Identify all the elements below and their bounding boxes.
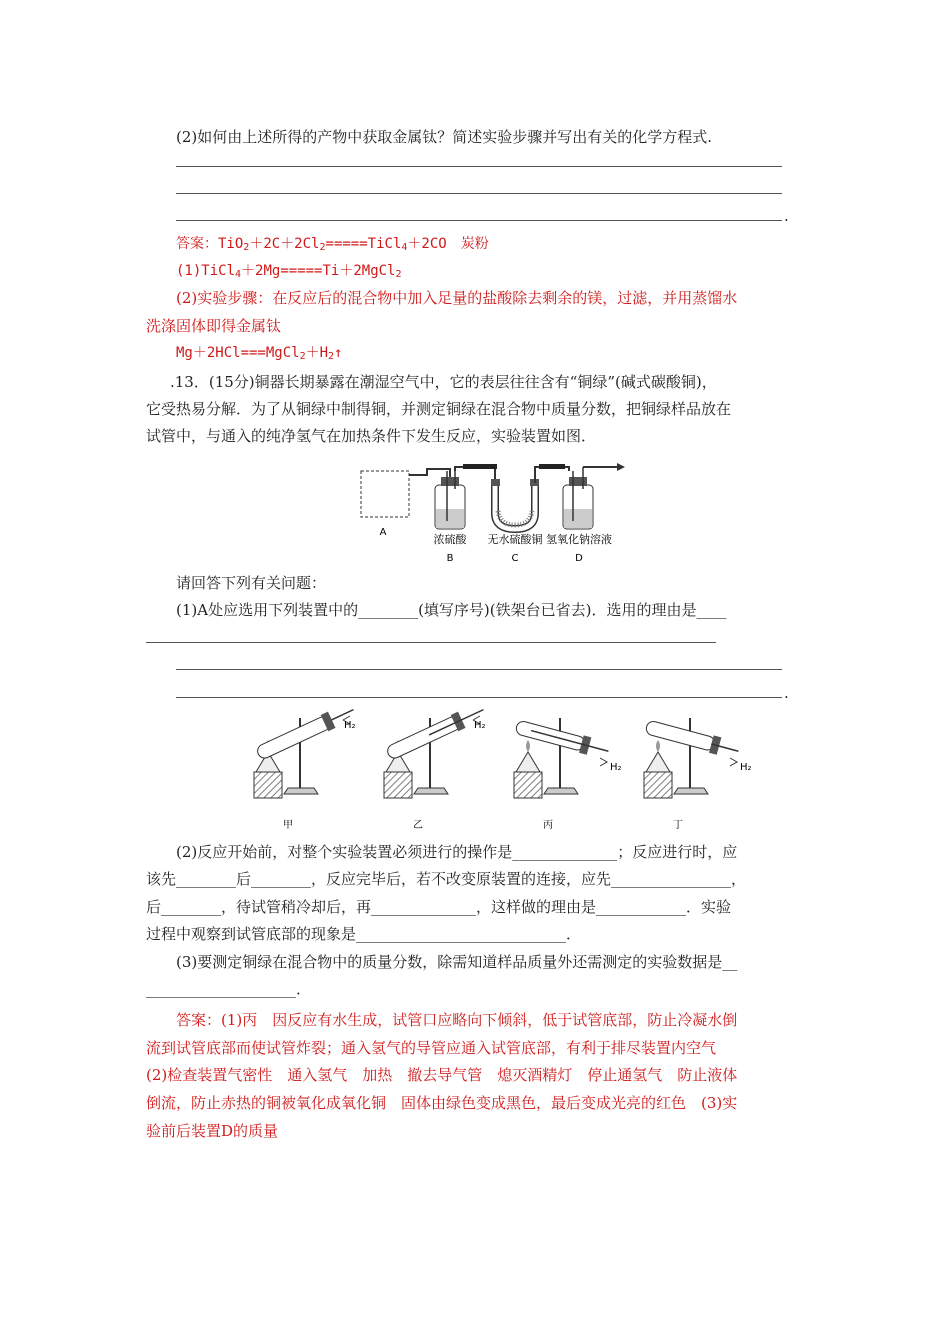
answer-prefix: 答案： xyxy=(176,236,218,252)
gas-tube xyxy=(535,467,569,483)
q13-answer-line5: 验前后装置D的质量 xyxy=(146,1122,279,1140)
answer-blank-line xyxy=(176,193,782,194)
answer-blank-line xyxy=(176,669,782,670)
q13-intro-line1: .13．(15分)铜器长期暴露在潮湿空气中，它的表层往往含有“铜绿”(碱式碳酸铜)， xyxy=(170,373,717,391)
gas-label-ding: H₂ xyxy=(740,762,752,773)
u-tube-c-powder xyxy=(498,511,532,525)
q13-part3-line1: (3)要测定铜绿在混合物中的质量分数，除需知道样品质量外还需测定的实验数据是__ xyxy=(176,953,738,971)
q12-answer-eq2 xyxy=(176,343,343,367)
label-d-reagent: 氢氧化钠溶液 xyxy=(546,533,612,546)
q13-answer-line4: 倒流，防止赤热的铜被氧化成氧化铜 固体由绿色变成黑色，最后变成光亮的红色 (3)实 xyxy=(146,1094,738,1112)
label-b: B xyxy=(446,553,454,564)
option-label-bing: 丙 xyxy=(543,820,553,831)
q13-part2-line4: 过程中观察到试管底部的现象是____________________________． xyxy=(146,925,582,943)
label-c: C xyxy=(511,553,519,564)
eq-sub: 2 xyxy=(319,242,326,253)
placeholder-box-a xyxy=(361,471,409,517)
setup-ding xyxy=(644,718,741,798)
answer-blank-line xyxy=(146,642,716,643)
eq-part: Mg＋2HCl===MgCl xyxy=(176,345,300,361)
eq-sub: 4 xyxy=(235,269,242,280)
q13-ask: 请回答下列有关问题： xyxy=(176,574,327,592)
u-tube-c xyxy=(495,483,535,529)
eq-sub: 2 xyxy=(243,242,250,253)
rubber-tube xyxy=(539,464,565,469)
eq-part: ↑ xyxy=(334,345,343,361)
u-tube-plug xyxy=(491,479,500,486)
gas-tube xyxy=(455,467,495,483)
bottle-b-stopper xyxy=(441,477,459,486)
option-label-yi: 乙 xyxy=(413,820,423,831)
eq-sub: 4 xyxy=(401,242,408,253)
arrow-right-icon xyxy=(617,463,625,471)
period-mark: . xyxy=(784,207,789,225)
eq-part: (1)TiCl xyxy=(176,263,236,279)
eq-part: =====TiCl xyxy=(325,236,402,252)
setup-bing xyxy=(514,718,611,798)
apparatus-diagram xyxy=(355,455,635,567)
q12-answer-eq1 xyxy=(176,261,402,285)
setup-yi xyxy=(384,708,487,798)
q13-answer-line2: 流到试管底部而使试管炸裂；通入氢气的导管应通入试管底部，有利于排尽装置内空气 xyxy=(146,1039,717,1057)
gas-label-jia: H₂ xyxy=(344,720,356,731)
eq-part: ＋2Mg=====Ti＋2MgCl xyxy=(241,263,396,279)
label-c-reagent: 无水硫酸铜 xyxy=(487,533,543,546)
label-b-reagent: 浓硫酸 xyxy=(433,533,467,546)
q12-answer-equation xyxy=(176,234,489,258)
eq-part: TiO xyxy=(218,236,244,252)
bottle-d-liquid xyxy=(564,509,592,528)
box-a-label: A xyxy=(379,527,387,538)
q13-part3-line2: ____________________． xyxy=(146,980,312,998)
eq-part: ＋H xyxy=(305,345,329,361)
heating-apparatus-options xyxy=(240,708,760,838)
q12-answer-step-line2: 洗涤固体即得金属钛 xyxy=(146,317,282,335)
period-mark: . xyxy=(784,684,789,702)
rubber-tube xyxy=(463,464,497,469)
eq-sub: 2 xyxy=(299,351,306,362)
q13-intro-line2: 它受热易分解．为了从铜绿中制得铜，并测定铜绿在混合物中质量分数，把铜绿样品放在 xyxy=(146,400,732,418)
bottle-b-liquid xyxy=(436,509,464,528)
gas-label-yi: H₂ xyxy=(474,720,486,731)
eq-sub: 2 xyxy=(328,351,335,362)
answer-blank-line xyxy=(176,166,782,167)
q13-answer-line1: 答案：(1)丙 因反应有水生成，试管口应略向下倾斜，低于试管底部，防止冷凝水倒 xyxy=(176,1011,738,1029)
q13-part2-line3: 后________，待试管稍冷却后，再______________，这样做的理由是____________．实验 xyxy=(146,898,732,916)
option-label-jia: 甲 xyxy=(283,820,293,831)
q13-intro-line3: 试管中，与通入的纯净氢气在加热条件下发生反应，实验装置如图． xyxy=(146,427,597,445)
q13-part2-line1: (2)反应开始前，对整个实验装置必须进行的操作是______________；反应进行时，应 xyxy=(176,843,738,861)
eq-part: ＋2CO 炭粉 xyxy=(407,236,489,252)
q12-answer-step-line1: (2)实验步骤：在反应后的混合物中加入足量的盐酸除去剩余的镁，过滤，并用蒸馏水 xyxy=(176,289,738,307)
answer-blank-line xyxy=(176,220,782,221)
q13-part2-line2: 该先________后________，反应完毕后，若不改变原装置的连接，应先________________， xyxy=(146,870,747,888)
q13-answer-line3: (2)检查装置气密性 通入氢气 加热 撤去导气管 熄灭酒精灯 停止通氢气 防止液体 xyxy=(146,1066,738,1084)
gas-label-bing: H₂ xyxy=(610,762,622,773)
option-label-ding: 丁 xyxy=(673,820,683,831)
q12-part2-prompt: (2)如何由上述所得的产物中获取金属钛？简述实验步骤并写出有关的化学方程式. xyxy=(176,128,713,146)
setup-jia xyxy=(254,708,357,798)
q13-part1: (1)A处应选用下列装置中的________(填写序号)(铁架台已省去)．选用的理由是____ xyxy=(176,601,727,619)
eq-part: ＋2C＋2Cl xyxy=(249,236,320,252)
bottle-d-stopper xyxy=(569,477,587,486)
label-d: D xyxy=(575,553,583,564)
eq-sub: 2 xyxy=(395,269,402,280)
answer-blank-line xyxy=(176,697,782,698)
